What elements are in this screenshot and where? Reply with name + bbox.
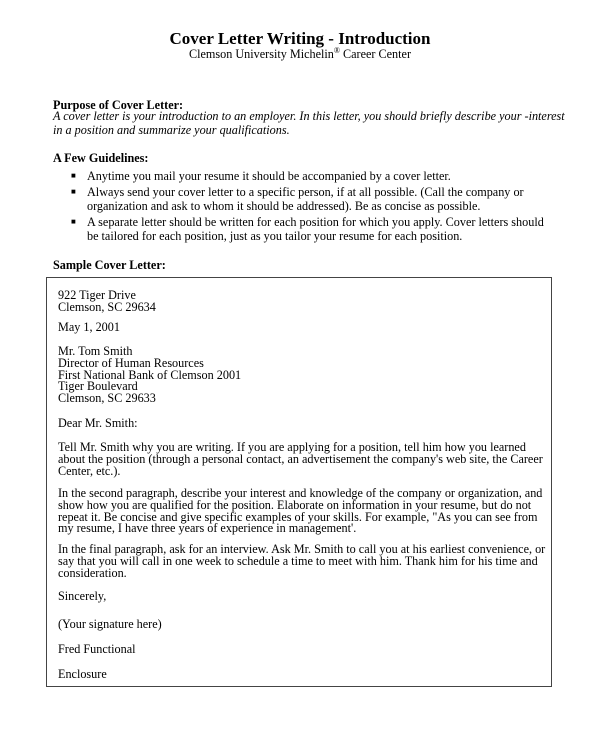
guideline-text: Anytime you mail your resume it should be accompanied by a cover letter.	[87, 169, 451, 183]
recipient-line: Clemson, SC 29633	[58, 391, 156, 406]
subtitle-text-end: Career Center	[339, 47, 412, 61]
registered-mark: ®	[333, 45, 340, 55]
recipient-line: Mr. Tom Smith	[58, 344, 133, 358]
signature-placeholder	[58, 619, 548, 631]
salutation	[58, 418, 548, 430]
letter-paragraph-2	[58, 488, 548, 535]
letter-closing	[58, 591, 548, 603]
list-item	[53, 215, 553, 243]
recipient-line: Director of Human Resources	[58, 355, 204, 370]
letter-paragraph-1	[58, 442, 548, 477]
enclosure-text: Enclosure	[58, 667, 107, 681]
purpose-text: A cover letter is your introduction to an employer. In this letter, you should briefly describe your -interest in a position and summarize your qualifications.	[53, 109, 565, 137]
sender-address	[58, 290, 548, 314]
closing-text: Sincerely,	[58, 589, 107, 603]
enclosure-note	[58, 669, 548, 681]
bullet-icon: ■	[71, 217, 76, 227]
salutation-text: Dear Mr. Smith:	[58, 416, 138, 430]
sender-name	[58, 644, 548, 656]
list-item	[53, 185, 553, 213]
name-text: Fred Functional	[58, 642, 136, 656]
document-title: Cover Letter Writing - Introduction	[169, 29, 431, 48]
signature-text: (Your signature here)	[58, 617, 162, 631]
paragraph-text: In the second paragraph, describe your interest and knowledge of the company or organization, and show how you are qualified for the position. Elaborate on information in your resume, but do not repeat it. Be concise and give specific examples of your skills. For example, "As you can see from my resume, I have three years of experience in management'.	[58, 486, 543, 536]
date-text: May 1, 2001	[58, 320, 120, 334]
guideline-text: Always send your cover letter to a specific person, if at all possible. (Call the company or organization and ask to whom it should be addressed). Be as concise as possible.	[87, 185, 524, 214]
letter-paragraph-3	[58, 544, 548, 579]
guideline-text: A separate letter should be written for each position for which you apply. Cover letters should be tailored for each position, just as you tailor your resume for each position.	[87, 215, 544, 244]
list-item	[53, 169, 553, 183]
guidelines-heading: A Few Guidelines:	[53, 151, 149, 165]
recipient-line: Tiger Boulevard	[58, 379, 138, 394]
subtitle-text: Clemson University Michelin	[188, 47, 334, 61]
document-subtitle	[0, 47, 600, 61]
guidelines-list	[53, 169, 553, 245]
sample-heading: Sample Cover Letter:	[53, 258, 166, 272]
recipient-block	[58, 346, 548, 405]
bullet-icon: ■	[71, 171, 76, 180]
purpose-heading: Purpose of Cover Letter:	[53, 98, 184, 112]
sender-city: Clemson, SC 29634	[58, 299, 156, 314]
bullet-icon: ■	[71, 187, 76, 196]
paragraph-text: In the final paragraph, ask for an interview. Ask Mr. Smith to call you at his earliest convenience, or say that you will call in one week to schedule a time to meet with him. Thank him for his time and consideration.	[58, 542, 546, 580]
paragraph-text: Tell Mr. Smith why you are writing. If you are applying for a position, tell him how you learned about the position (through a personal contact, an advertisement the company's web site, the Career Center, etc.).	[58, 440, 543, 478]
sender-street: 922 Tiger Drive	[58, 288, 136, 302]
letter-date	[58, 322, 548, 334]
recipient-line: First National Bank of Clemson 2001	[58, 367, 242, 382]
